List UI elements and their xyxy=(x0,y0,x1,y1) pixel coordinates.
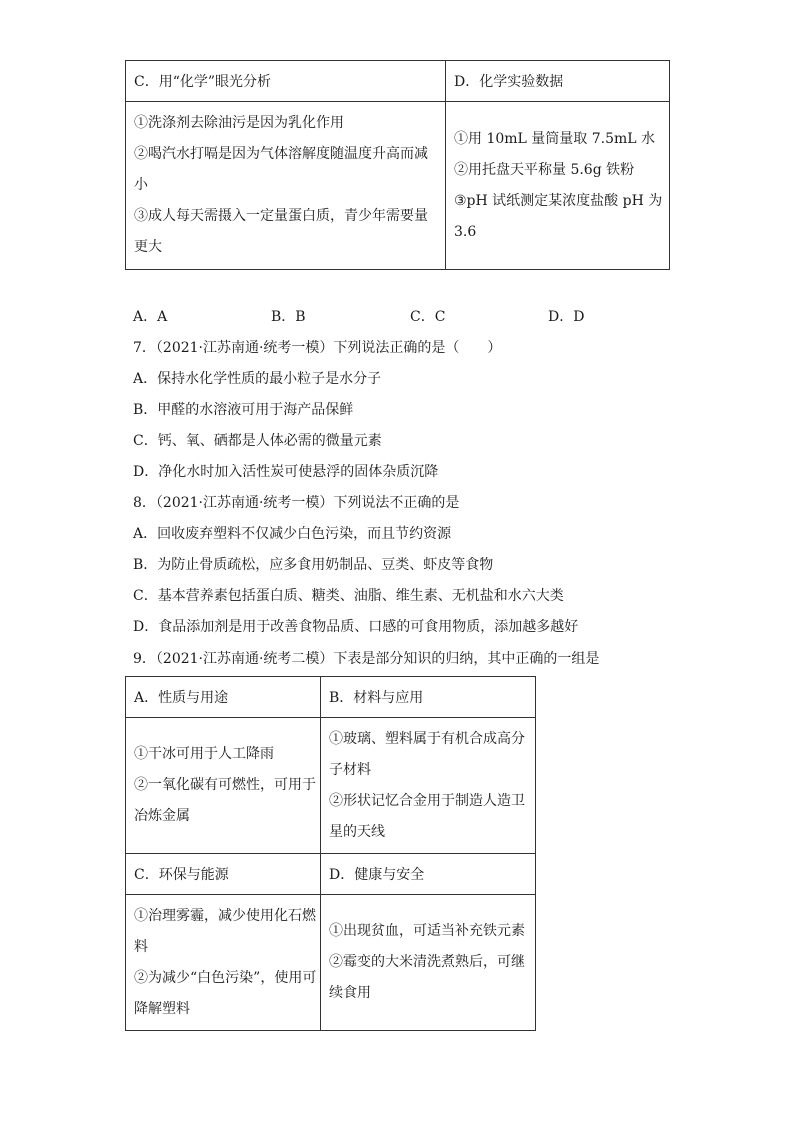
q8-option-b: B．为防止骨质疏松，应多食用奶制品、豆类、虾皮等食物 xyxy=(133,557,494,573)
q7-option-a: A．保持水化学性质的最小粒子是水分子 xyxy=(133,371,382,387)
q6-d-header: D．化学实验数据 xyxy=(446,61,670,102)
q9-table xyxy=(125,676,536,1031)
q9-c-header: C．环保与能源 xyxy=(126,854,321,895)
q8-option-d: D．食品添加剂是用于改善食物品质、口感的可食用物质，添加越多越好 xyxy=(133,619,579,635)
q6-c-line: 小 xyxy=(134,177,148,193)
q8-option-a: A．回收废弃塑料不仅减少白色污染，而且节约资源 xyxy=(133,526,452,542)
q9-c-body xyxy=(126,895,321,1031)
q9-c-line: ②为减少“白色污染”，使用可 xyxy=(134,969,317,986)
q6-option-c: C．C xyxy=(410,309,446,325)
q6-d-line: ③pH 试纸测定某浓度盐酸 pH 为 xyxy=(454,192,663,209)
q9-a-line: ②一氧化碳有可燃性，可用于 xyxy=(134,777,316,793)
q8-stem: 8．（2021·江苏南通·统考一模）下列说法不正确的是 xyxy=(133,495,460,511)
q9-d-body xyxy=(321,895,536,1031)
q9-b-line: 子材料 xyxy=(329,761,371,778)
q9-a-body xyxy=(126,718,321,854)
q7-option-d: D．净化水时加入活性炭可使悬浮的固体杂质沉降 xyxy=(133,464,439,480)
q7-option-c: C．钙、氧、硒都是人体必需的微量元素 xyxy=(133,433,382,449)
q9-c-line: 料 xyxy=(134,938,148,955)
q6-option-b: B．B xyxy=(271,309,306,325)
q6-c-line: ①洗涤剂去除油污是因为乳化作用 xyxy=(134,115,344,131)
q9-b-line: ①玻璃、塑料属于有机合成高分 xyxy=(329,730,525,747)
q9-b-body xyxy=(321,718,536,854)
q9-a-header: A．性质与用途 xyxy=(126,677,321,718)
q7-stem: 7．（2021·江苏南通·统考一模）下列说法正确的是（ ） xyxy=(133,340,502,356)
q6-table xyxy=(125,60,670,270)
q6-option-a: A．A xyxy=(133,309,168,325)
q6-d-line: 3.6 xyxy=(454,223,477,240)
q6-d-body xyxy=(446,102,670,270)
q9-d-line: ①出现贫血，可适当补充铁元素 xyxy=(329,923,525,939)
q9-d-header: D．健康与安全 xyxy=(321,854,536,895)
q6-d-line: ②用托盘天平称量 5.6g 铁粉 xyxy=(454,161,635,178)
q9-a-line: ①干冰可用于人工降雨 xyxy=(134,746,274,762)
q8-option-c: C．基本营养素包括蛋白质、糖类、油脂、维生素、无机盐和水六大类 xyxy=(133,588,564,604)
q6-c-header: C．用“化学”眼光分析 xyxy=(126,61,446,102)
q9-b-line: 星的天线 xyxy=(329,823,385,840)
q9-stem: 9．（2021·江苏南通·统考二模）下表是部分知识的归纳，其中正确的一组是 xyxy=(133,651,600,667)
q7-option-b: B．甲醛的水溶液可用于海产品保鲜 xyxy=(133,402,354,418)
q9-d-line: ②霉变的大米清洗煮熟后，可继 xyxy=(329,954,525,970)
q9-a-line: 冶炼金属 xyxy=(134,808,190,824)
q9-b-header: B．材料与应用 xyxy=(321,677,536,718)
q6-c-line: ②喝汽水打嗝是因为气体溶解度随温度升高而减 xyxy=(134,146,428,162)
q9-b-line: ②形状记忆合金用于制造人造卫 xyxy=(329,792,525,809)
q6-option-d: D．D xyxy=(548,309,585,325)
q9-c-line: 降解塑料 xyxy=(134,1000,190,1017)
q6-d-line: ①用 10mL 量筒量取 7.5mL 水 xyxy=(454,130,656,147)
q9-d-line: 续食用 xyxy=(329,985,371,1001)
q6-c-line: ③成人每天需摄入一定量蛋白质，青少年需要量 xyxy=(134,208,428,224)
q9-c-line: ①治理雾霾，减少使用化石燃 xyxy=(134,907,316,924)
q6-c-body xyxy=(126,102,446,270)
q6-c-line: 更大 xyxy=(134,239,162,255)
